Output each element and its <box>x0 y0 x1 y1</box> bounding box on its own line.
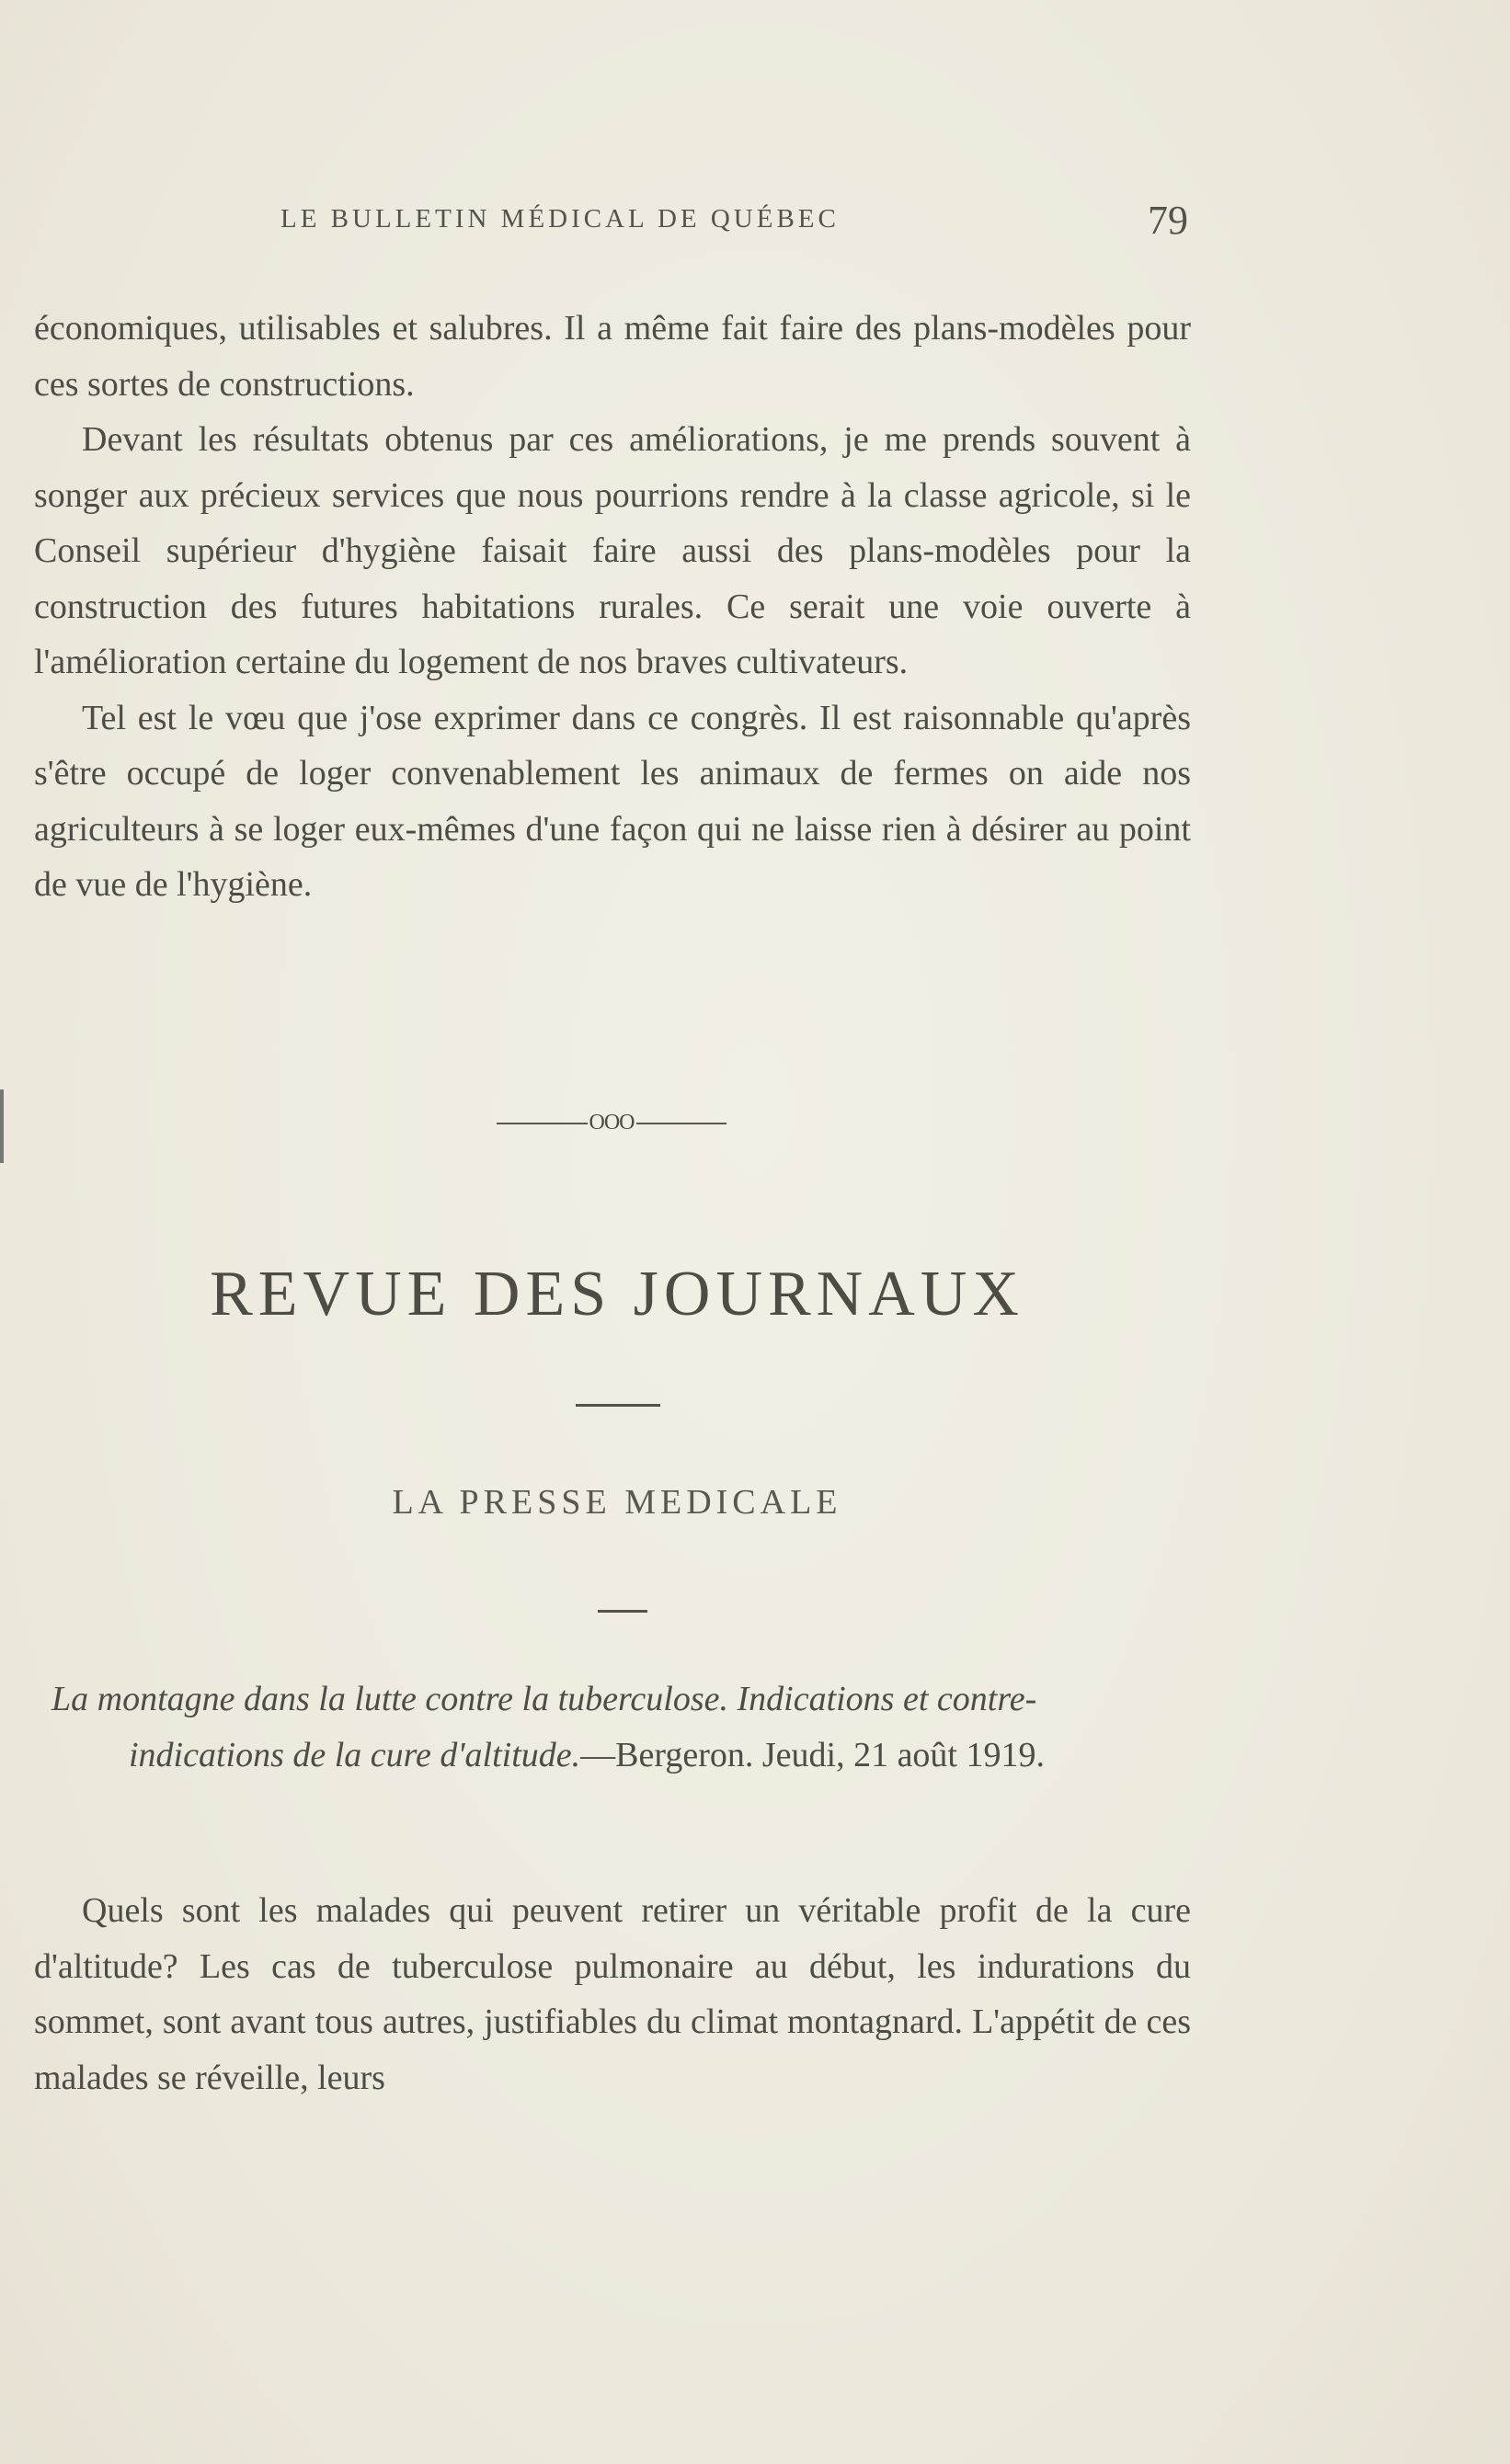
subsection-title: LA PRESSE MEDICALE <box>392 1483 842 1522</box>
top-text-block <box>34 301 1191 913</box>
section-title: REVUE DES JOURNAUX <box>210 1259 1024 1329</box>
running-head: LE BULLETIN MÉDICAL DE QUÉBEC <box>280 204 840 234</box>
paragraph-1: économiques, utilisables et salubres. Il a même fait faire des plans-modèles pour ces sortes de constructions. <box>34 309 1191 404</box>
divider-line-left <box>497 1123 588 1124</box>
bottom-text-block <box>34 1883 1191 2105</box>
divider-line-right <box>636 1123 727 1124</box>
paragraph-3: Tel est le vœu que j'ose exprimer dans ce congrès. Il est raisonnable qu'après s'être occupé de loger convenablement les animaux de fermes on aide nos agriculteurs à se loger eux-mêmes d'une façon qui ne laisse rien à désirer au point de vue de l'hygiène. <box>34 698 1191 904</box>
section-divider <box>497 1111 726 1135</box>
citation-line <box>51 1671 1197 1783</box>
page-edge-mark <box>0 1089 4 1163</box>
title-rule <box>576 1404 660 1407</box>
paragraph-2: Devant les résultats obtenus par ces améliorations, je me prends souvent à songer aux précieux services que nous pourrions rendre à la classe agricole, si le Conseil supérieur d'hygiène faisait faire aussi des plans-modèles pour la construction des futures habitations rurales. Ce serait une voie ouverte à l'amélioration certaine du logement de nos braves cultivateurs. <box>34 420 1191 681</box>
citation-source: —Bergeron. Jeudi, 21 août 1919. <box>580 1735 1045 1774</box>
subtitle-rule <box>598 1610 647 1613</box>
citation-title: La montagne dans la lutte contre la tuberculose. Indications et contre- indications de la cure d'altitude. <box>51 1680 1037 1774</box>
page-number: 79 <box>1148 198 1188 243</box>
divider-ornament: OOO <box>589 1111 635 1135</box>
paragraph-4: Quels sont les malades qui peuvent retirer un véritable profit de la cure d'altitude? Les cas de tuberculose pulmonaire au début, les indurations du sommet, sont avant tous autres, justifiables du climat montagnard. L'appétit de ces malades se réveille, leurs <box>34 1891 1191 2097</box>
article-citation <box>51 1671 1197 1783</box>
